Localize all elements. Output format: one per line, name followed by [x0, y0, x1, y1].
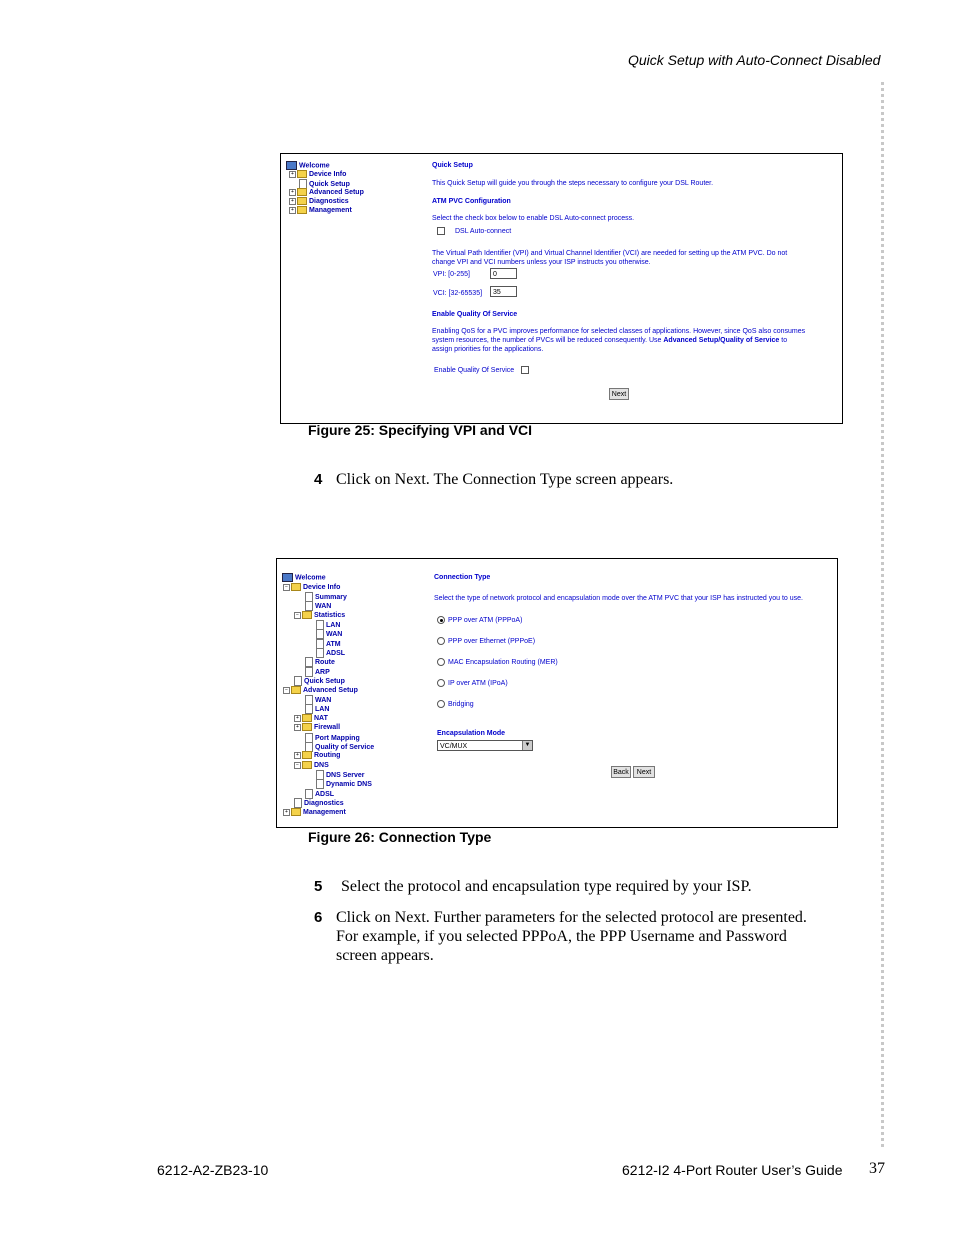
- collapse-icon[interactable]: −: [283, 584, 290, 591]
- expand-icon[interactable]: +: [289, 207, 296, 214]
- folder-icon: [297, 206, 307, 214]
- footer-guide-title: 6212-I2 4-Port Router User’s Guide: [622, 1162, 843, 1178]
- page-number: 37: [869, 1160, 885, 1177]
- figure-26-screenshot: [276, 558, 838, 828]
- radio-bridging[interactable]: [437, 700, 445, 708]
- tree-item-adv-lan[interactable]: LAN: [305, 704, 329, 714]
- collapse-icon[interactable]: −: [294, 762, 301, 769]
- footer-doc-id: 6212-A2-ZB23-10: [157, 1162, 269, 1178]
- tree-item-diagnostics[interactable]: Diagnostics: [294, 798, 344, 808]
- document-icon: [305, 601, 313, 611]
- tree-item-welcome[interactable]: Welcome: [286, 161, 330, 170]
- qos-heading: Enable Quality Of Service: [432, 311, 518, 318]
- expand-icon[interactable]: +: [289, 189, 296, 196]
- document-icon: [305, 657, 313, 667]
- expand-icon[interactable]: +: [289, 198, 296, 205]
- figure-26-caption: Figure 26: Connection Type: [308, 829, 492, 845]
- dsl-auto-connect-checkbox[interactable]: [437, 227, 445, 235]
- tree-item-nat[interactable]: + NAT: [294, 714, 328, 723]
- option-pppoe-label: PPP over Ethernet (PPPoE): [448, 638, 536, 645]
- qos-text-2: system resources, the number of PVCs will be reduced consequently. Use Advanced Setup/Quality of Service to: [432, 337, 788, 344]
- step-6-line-2: For example, if you selected PPPoA, the PPP Username and Password: [336, 928, 787, 945]
- folder-icon: [297, 170, 307, 178]
- atm-pvc-heading: ATM PVC Configuration: [432, 198, 511, 205]
- tree-item-wan[interactable]: WAN: [305, 601, 331, 611]
- document-icon: [294, 676, 302, 686]
- expand-icon[interactable]: +: [289, 171, 296, 178]
- radio-pppoe[interactable]: [437, 637, 445, 645]
- computer-icon: [286, 161, 297, 170]
- tree-item-management[interactable]: + Management: [283, 808, 346, 817]
- folder-icon: [291, 686, 301, 694]
- vpi-vci-text-1: The Virtual Path Identifier (VPI) and Virtual Channel Identifier (VCI) are needed for setting up the ATM PVC. Do not: [432, 250, 788, 257]
- folder-icon: [302, 611, 312, 619]
- tree-item-arp[interactable]: ARP: [305, 667, 330, 677]
- expand-icon[interactable]: +: [294, 724, 301, 731]
- panel-title: Quick Setup: [432, 162, 473, 169]
- tree-item-device-info[interactable]: − Device Info: [283, 583, 340, 592]
- tree-item-advanced-setup[interactable]: + Advanced Setup: [289, 188, 364, 197]
- document-icon: [316, 779, 324, 789]
- step-6-number: 6: [314, 909, 323, 926]
- vpi-vci-text-2: change VPI and VCI numbers unless your ISP instructs you otherwise.: [432, 259, 651, 266]
- margin-dotted-rule: [881, 82, 884, 1147]
- encapsulation-heading: Encapsulation Mode: [437, 730, 506, 737]
- tree-item-dns[interactable]: − DNS: [294, 761, 329, 770]
- panel-title: Connection Type: [434, 574, 491, 581]
- tree-item-quality-of-service[interactable]: Quality of Service: [305, 742, 374, 752]
- tree-item-quick-setup[interactable]: Quick Setup: [299, 179, 350, 189]
- folder-icon: [297, 188, 307, 196]
- option-mer-label: MAC Encapsulation Routing (MER): [448, 659, 558, 666]
- tree-item-dynamic-dns[interactable]: Dynamic DNS: [316, 779, 372, 789]
- tree-item-adv-wan[interactable]: WAN: [305, 695, 331, 705]
- figure-25-caption: Figure 25: Specifying VPI and VCI: [308, 422, 533, 438]
- tree-item-port-mapping[interactable]: Port Mapping: [305, 733, 360, 743]
- tree-item-stat-adsl[interactable]: ADSL: [316, 648, 345, 658]
- tree-item-advanced-setup[interactable]: − Advanced Setup: [283, 686, 358, 695]
- tree-item-quick-setup[interactable]: Quick Setup: [294, 676, 345, 686]
- running-header: Quick Setup with Auto-Connect Disabled: [628, 52, 881, 68]
- folder-icon: [302, 751, 312, 759]
- folder-icon: [291, 808, 301, 816]
- qos-advanced-link[interactable]: Advanced Setup/Quality of Service: [663, 337, 780, 344]
- step-5-number: 5: [314, 878, 323, 895]
- intro-text: This Quick Setup will guide you through the steps necessary to configure your DSL Router.: [432, 180, 714, 187]
- expand-icon[interactable]: +: [294, 715, 301, 722]
- radio-ipoa[interactable]: [437, 679, 445, 687]
- chevron-down-icon[interactable]: ▼: [522, 741, 532, 750]
- checkbox-prompt: Select the check box below to enable DSL Auto-connect process.: [432, 215, 635, 222]
- folder-icon: [302, 714, 312, 722]
- collapse-icon[interactable]: −: [283, 687, 290, 694]
- radio-pppoa[interactable]: [437, 616, 445, 624]
- figure-25-screenshot: [280, 153, 843, 424]
- computer-icon: [282, 573, 293, 582]
- back-button[interactable]: Back: [611, 766, 631, 778]
- vpi-label: VPI: [0-255]: [433, 271, 470, 278]
- next-button[interactable]: Next: [609, 388, 629, 400]
- expand-icon[interactable]: +: [283, 809, 290, 816]
- option-ipoa-label: IP over ATM (IPoA): [448, 680, 508, 687]
- tree-item-route[interactable]: Route: [305, 657, 335, 667]
- step-5-text: Select the protocol and encapsulation type required by your ISP.: [341, 878, 752, 895]
- step-6-line-3: screen appears.: [336, 947, 434, 964]
- tree-item-routing[interactable]: + Routing: [294, 751, 340, 760]
- step-4-text: Click on Next. The Connection Type screen appears.: [336, 471, 674, 488]
- tree-item-dns-server[interactable]: DNS Server: [316, 770, 365, 780]
- tree-item-adv-adsl[interactable]: ADSL: [305, 789, 334, 799]
- tree-item-stat-atm[interactable]: ATM: [316, 639, 341, 649]
- tree-item-welcome[interactable]: Welcome: [282, 573, 326, 582]
- folder-icon: [297, 197, 307, 205]
- qos-text-1: Enabling QoS for a PVC improves performance for selected classes of applications. However, since QoS also consumes: [432, 328, 806, 335]
- qos-checkbox[interactable]: [521, 366, 529, 374]
- collapse-icon[interactable]: −: [294, 612, 301, 619]
- tree-item-stat-lan[interactable]: LAN: [316, 620, 340, 630]
- step-4-number: 4: [314, 471, 323, 488]
- encapsulation-select[interactable]: VC/MUX ▼: [437, 740, 533, 751]
- dsl-auto-connect-label: DSL Auto-connect: [455, 228, 512, 235]
- folder-icon: [302, 723, 312, 731]
- tree-item-stat-wan[interactable]: WAN: [316, 629, 342, 639]
- vci-label: VCI: [32-65535]: [433, 290, 483, 297]
- qos-text-3: assign priorities for the applications.: [432, 346, 544, 353]
- folder-icon: [302, 761, 312, 769]
- option-bridging-label: Bridging: [448, 701, 474, 708]
- tree-item-firewall[interactable]: + Firewall: [294, 723, 340, 732]
- option-pppoa-label: PPP over ATM (PPPoA): [448, 617, 523, 624]
- step-6-line-1: Click on Next. Further parameters for the selected protocol are presented.: [336, 909, 807, 926]
- document-icon: [294, 798, 302, 808]
- qos-checkbox-label: Enable Quality Of Service: [434, 367, 515, 374]
- vpi-input[interactable]: 0: [490, 268, 517, 279]
- document-icon: [316, 629, 324, 639]
- expand-icon[interactable]: +: [294, 752, 301, 759]
- folder-icon: [291, 583, 301, 591]
- vci-input[interactable]: 35: [490, 286, 517, 297]
- tree-item-management[interactable]: + Management: [289, 206, 352, 215]
- intro-text: Select the type of network protocol and encapsulation mode over the ATM PVC that your ISP has instructed you to use.: [434, 595, 804, 602]
- tree-item-statistics[interactable]: − Statistics: [294, 611, 345, 620]
- tree-item-summary[interactable]: Summary: [305, 592, 347, 602]
- document-icon: [305, 704, 313, 714]
- tree-item-diagnostics[interactable]: + Diagnostics: [289, 197, 349, 206]
- next-button[interactable]: Next: [633, 766, 655, 778]
- tree-item-device-info[interactable]: + Device Info: [289, 170, 346, 179]
- radio-mer[interactable]: [437, 658, 445, 666]
